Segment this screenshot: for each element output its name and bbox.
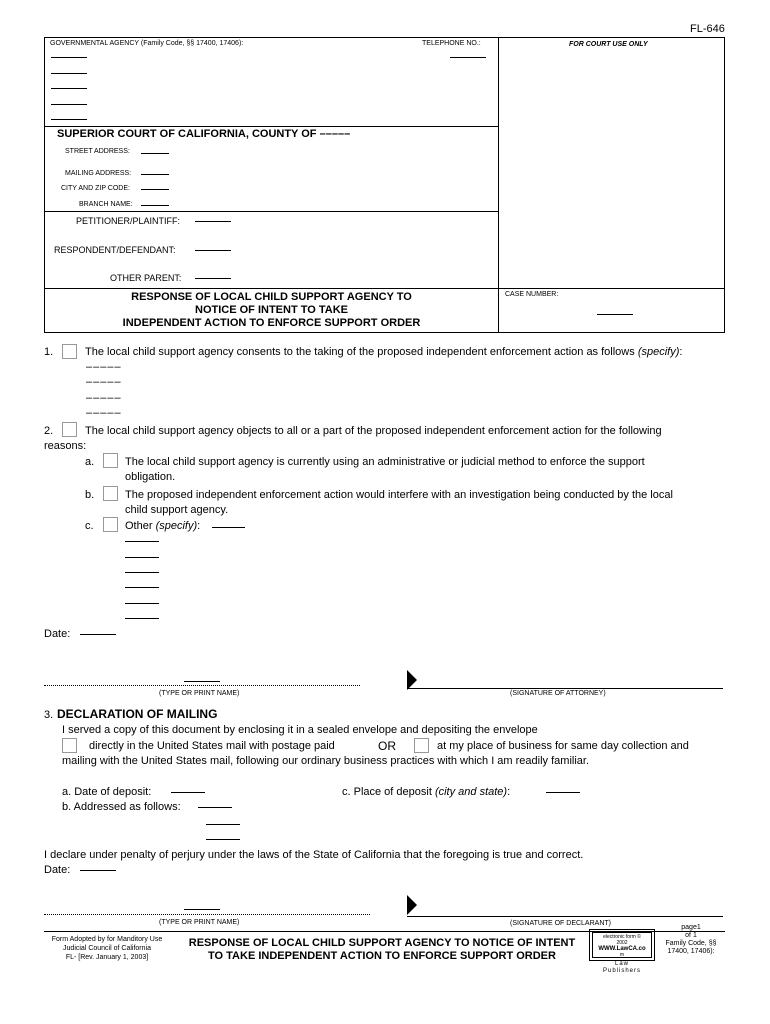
telephone-label: TELEPHONE NO.: [422,40,481,47]
respondent-label: RESPONDENT/DEFENDANT: [54,245,176,255]
separator [44,211,499,212]
other-parent-label: OTHER PARENT: [110,273,182,283]
lawca-stamp-text [592,934,652,958]
address-line[interactable] [206,839,240,840]
agency-label: GOVERNMENTAL AGENCY (Family Code, §§ 17400, 17406): [50,40,244,47]
item2a-checkbox[interactable] [103,453,118,468]
case-number-line[interactable] [597,314,633,315]
stamp-copyright: © [637,934,641,940]
stamp-line-4: m [619,952,625,958]
name-dotted-line-2 [44,914,370,915]
agency-line[interactable] [51,73,87,74]
item2c-line[interactable] [125,603,159,604]
item1-checkbox[interactable] [62,344,77,359]
name-dotted-line [44,685,360,686]
name-line[interactable] [184,681,220,682]
item3-line3: mailing with the United States mail, following our ordinary business practices with which I am readily familiar. [62,755,590,767]
address-line[interactable] [206,824,240,825]
title-line-1: RESPONSE OF LOCAL CHILD SUPPORT AGENCY TO [131,291,412,303]
respondent-line[interactable] [195,250,231,251]
place-of-deposit-line[interactable] [546,792,580,793]
signature-line[interactable] [407,688,723,689]
place-of-deposit-italic: (city and state) [434,786,508,798]
family-code-2: 17400, 17406): [667,948,715,955]
type-print-name-caption: (TYPE OR PRINT NAME) [159,690,240,697]
signature-declarant-caption: (SIGNATURE OF DECLARANT) [510,920,611,927]
court-title [57,128,350,140]
footer-adopted-2: Judicial Council of California [63,945,151,952]
agency-line[interactable] [51,104,87,105]
footer-adopted-1: Form Adopted by for Manditory Use [51,936,163,943]
item3-line1: I served a copy of this document by enclosing it in a sealed envelope and depositing the envelope [62,724,538,736]
item2-number: 2. [44,425,54,437]
item2b-checkbox[interactable] [103,486,118,501]
item2-text-cont: reasons: [44,440,87,452]
item1-specify: (specify) [637,346,680,358]
item2c-checkbox[interactable] [103,517,118,532]
item3-opt1: directly in the United States mail with postage paid [89,740,335,752]
publishers-text: Publishers [602,968,641,974]
item2c-line[interactable] [212,527,245,528]
family-code-1: Family Code, §§ [665,940,717,947]
signature-arrow-icon [407,670,417,690]
item2c-other: Other [125,520,153,532]
other-parent-line[interactable] [195,278,231,279]
form-id: FL-646 [690,23,725,35]
item1-dashes[interactable]: ––––– [86,392,122,404]
date-of-deposit-label: a. Date of deposit: [62,786,152,798]
footer-adopted [44,935,170,962]
title-line-2: NOTICE OF INTENT TO TAKE [195,304,348,316]
street-address-label: STREET ADDRESS: [65,148,130,155]
addressed-as-follows-label: b. Addressed as follows: [62,801,181,813]
item2b-label: b. [85,489,95,501]
place-of-deposit-text: c. Place of deposit [342,786,432,798]
item2-checkbox[interactable] [62,422,77,437]
page-number: page1 [681,924,701,931]
date-line-2[interactable] [80,870,116,871]
item3-title: DECLARATION OF MAILING [57,707,218,721]
item1-dashes[interactable]: ––––– [86,407,122,419]
date-line[interactable] [80,634,116,635]
item2b-line2: child support agency. [125,504,229,516]
signature-arrow-icon [407,895,417,915]
item2c-line[interactable] [125,572,159,573]
document-title [44,291,499,330]
type-print-name-caption-2: (TYPE OR PRINT NAME) [159,919,240,926]
city-zip-line[interactable] [141,189,169,190]
footer-adopted-3: FL- [Rev. January 1, 2003] [65,954,149,961]
item2c-text [125,520,200,532]
footer-page-info [656,924,726,956]
branch-name-line[interactable] [141,205,169,206]
title-line-3: INDEPENDENT ACTION TO ENFORCE SUPPORT ORDER [122,317,421,329]
branch-name-label: BRANCH NAME: [79,201,133,208]
item2c-line[interactable] [125,618,159,619]
agency-line[interactable] [51,88,87,89]
law-publishers [592,961,652,975]
item2c-colon: : [197,520,201,532]
item1-text [85,346,682,358]
mail-business-checkbox[interactable] [414,738,429,753]
item3-number: 3. [44,709,54,721]
case-number-label: CASE NUMBER: [505,291,559,298]
item1-dashes[interactable]: ––––– [86,361,122,373]
signature-line-2[interactable] [407,916,723,917]
date-of-deposit-line[interactable] [171,792,205,793]
item2c-line[interactable] [125,557,159,558]
address-line[interactable] [198,807,232,808]
petitioner-line[interactable] [195,221,231,222]
separator [44,288,725,289]
item2a-label: a. [85,456,95,468]
item1-colon: : [679,346,683,358]
separator [44,126,499,127]
court-title-dashes: ––––– [319,128,351,140]
footer-title-1: RESPONSE OF LOCAL CHILD SUPPORT AGENCY TO NOTICE OF INTENT [188,937,576,949]
item1-text-main: The local child support agency consents to the taking of the proposed independent enforcement action as follows [85,346,635,358]
item1-number: 1. [44,346,54,358]
petitioner-label: PETITIONER/PLAINTIFF: [76,216,181,226]
court-use-label: FOR COURT USE ONLY [569,41,648,48]
city-zip-label: CITY AND ZIP CODE: [61,185,130,192]
court-title-text: SUPERIOR COURT OF CALIFORNIA, COUNTY OF [57,128,317,140]
stamp-line-2: 2002 [616,940,628,946]
signature-attorney-caption: (SIGNATURE OF ATTORNEY) [510,690,606,697]
street-address-line[interactable] [141,153,169,154]
item2c-line[interactable] [125,587,159,588]
date-label-2: Date: [44,864,71,876]
stamp-line-1: electronic form [603,934,636,940]
item1-dashes[interactable]: ––––– [86,376,122,388]
date-label: Date: [44,628,71,640]
place-of-deposit-colon: : [507,786,511,798]
footer-title-2: TO TAKE INDEPENDENT ACTION TO ENFORCE SUPPORT ORDER [208,950,556,962]
footer-title [172,937,592,963]
item2c-specify: (specify) [155,520,198,532]
name-line-2[interactable] [184,909,220,910]
telephone-line[interactable] [450,57,486,58]
declaration-text: I declare under penalty of perjury under the laws of the State of California that the foregoing is true and correct. [44,849,584,861]
item2c-line[interactable] [125,541,159,542]
page-of: of 1 [685,932,697,939]
item2a-line2: obligation. [125,471,176,483]
law-text: Law [614,961,629,967]
agency-line[interactable] [51,119,87,120]
item2c-label: c. [85,520,94,532]
place-of-deposit-label [342,786,510,798]
item2a-line1: The local child support agency is currently using an administrative or judicial method to enforce the support [125,456,645,468]
mailing-address-line[interactable] [141,174,169,175]
item3-opt2: at my place of business for same day collection and [437,740,689,752]
item2-text: The local child support agency objects to all or a part of the proposed independent enforcement action for the following [85,425,662,437]
item3-or: OR [378,739,396,753]
mailing-address-label: MAILING ADDRESS: [65,170,132,177]
item2b-line1: The proposed independent enforcement action would interfere with an investigation being conducted by the local [125,489,673,501]
stamp-line-3: WWW.LawCA.co [598,946,646,952]
agency-line[interactable] [51,57,87,58]
mail-direct-checkbox[interactable] [62,738,77,753]
